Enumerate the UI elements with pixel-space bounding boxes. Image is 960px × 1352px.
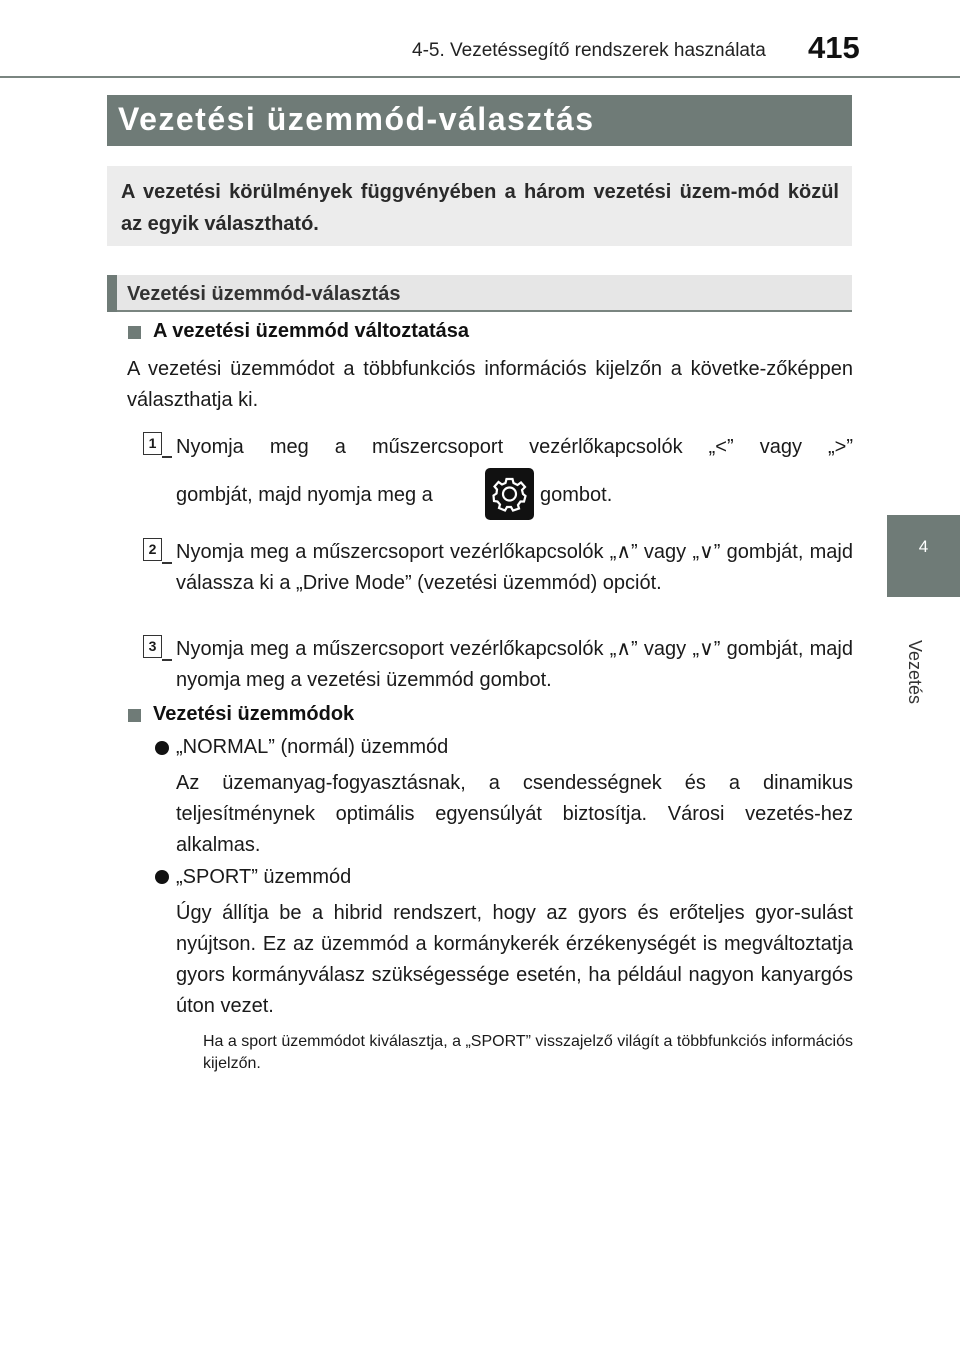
mode-normal-description: Az üzemanyag-fogyasztásnak, a csendességnek és a dinamikus teljesítménynek optimális egyensúlyát biztosítja. Városi vezetés-hez alkalmas. <box>176 772 853 856</box>
intro-text: A vezetési körülmények függvényében a három vezetési üzem-mód közül az egyik választható. <box>121 181 839 235</box>
mode-sport-description: Úgy állítja be a hibrid rendszert, hogy az gyors és erőteljes gyor-sulást nyújtson. Ez az üzemmód a kormánykerék érzékenységét is megváltoztatja gyors kormányválasz szükségessége esetén, ha például nagyon kanyargós úton vezet. <box>176 902 853 1017</box>
settings-gear-icon <box>485 468 534 520</box>
step-marker-line <box>162 456 172 458</box>
section-heading-change: A vezetési üzemmód változtatása <box>153 320 470 342</box>
running-header-section: 4-5. Vezetéssegítő rendszerek használata <box>412 40 766 61</box>
step-3-text: Nyomja meg a műszercsoport vezérlőkapcsolók „∧” vagy „∨” gombját, majd nyomja meg a vezetési üzemmód gombot. <box>176 638 853 691</box>
page-number: 415 <box>808 30 860 65</box>
page-title: Vezetési üzemmód-választás <box>118 101 595 137</box>
step-number-1: 1 <box>143 432 162 455</box>
subheading: Vezetési üzemmód-választás <box>127 283 401 305</box>
step-2-text: Nyomja meg a műszercsoport vezérlőkapcsolók „∧” vagy „∨” gombját, majd válassza ki a „Drive Mode” (vezetési üzemmód) opciót. <box>176 541 853 594</box>
chapter-tab-number: 4 <box>918 537 929 556</box>
sport-mode-note: Ha a sport üzemmódot kiválasztja, a „SPORT” visszajelző világít a többfunkciós információs kijelzőn. <box>203 1033 853 1072</box>
step-1-text-line2-after: gombot. <box>540 484 613 506</box>
mode-sport-name: „SPORT” üzemmód <box>176 866 352 888</box>
step-marker-line <box>162 659 172 661</box>
list-bullet-dot <box>155 870 169 884</box>
step-1-text-line1: Nyomja meg a műszercsoport vezérlőkapcsolók „<” vagy „>” <box>176 436 853 458</box>
list-bullet-dot <box>155 741 169 755</box>
header-divider <box>0 76 960 78</box>
section-bullet-square <box>128 709 141 722</box>
step-number-3: 3 <box>143 635 162 658</box>
subheading-accent <box>107 275 117 312</box>
step-marker-line <box>162 562 172 564</box>
mode-normal-name: „NORMAL” (normál) üzemmód <box>176 736 449 758</box>
step-number-2: 2 <box>143 538 162 561</box>
step-1-text-line2-before: gombját, majd nyomja meg a <box>176 484 433 506</box>
section-heading-modes: Vezetési üzemmódok <box>153 703 355 725</box>
section-bullet-square <box>128 326 141 339</box>
chapter-tab-label: Vezetés <box>905 640 925 705</box>
section-paragraph: A vezetési üzemmódot a többfunkciós információs kijelzőn a követke-zőképpen választhatja ki. <box>127 358 853 411</box>
